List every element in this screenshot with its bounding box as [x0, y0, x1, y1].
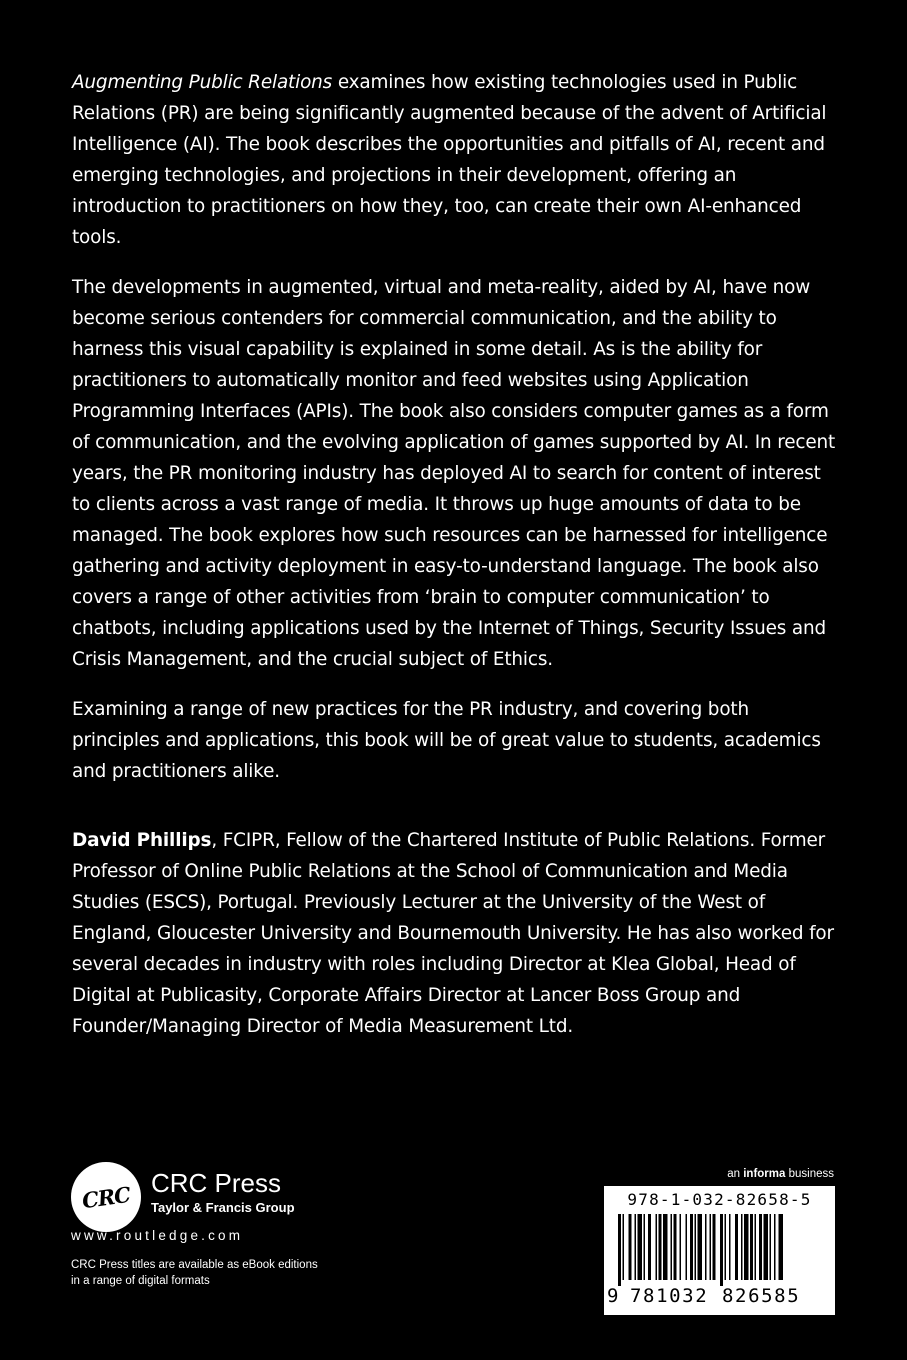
crc-logo-icon: [71, 1162, 141, 1232]
description-paragraph-2: The developments in augmented, virtual and meta-reality, aided by AI, have now become serious contenders for commercial communication, and the ability to harness this visual capability is explained in some detail. As is the ability for practitioners to automatically monitor and feed websites using Application Programming Interfaces (APIs). The book also considers computer games as a form of communication, and the evolving application of games supported by AI. In recent years, the PR monitoring industry has deployed AI to search for content of interest to clients across a vast range of media. It throws up huge amounts of data to be managed. The book explores how such resources can be harnessed for intelligence gathering and activity deployment in easy-to-understand language. The book also covers a range of other activities from ‘brain to computer communication’ to chatbots, including applications used by the Internet of Things, Security Issues and Crisis Management, and the crucial subject of Ethics.: [72, 277, 836, 670]
description-paragraph-3: Examining a range of new practices for the PR industry, and covering both principles and applications, this book will be of great value to students, academics and practitioners alike.: [72, 699, 821, 782]
barcode-bars-icon: [618, 1214, 821, 1286]
publisher-name: CRC Press: [151, 1168, 282, 1198]
back-cover-text: [72, 67, 842, 1061]
description-paragraph-1: [72, 67, 842, 253]
ebook-note: [71, 1257, 371, 1289]
informa-brand: informa: [743, 1168, 786, 1180]
publisher-website: www.routledge.com: [71, 1228, 244, 1243]
barcode-digit-group-2: 826585: [722, 1285, 801, 1307]
crc-logo-text: CRC: [80, 1181, 132, 1213]
isbn-number: 978-1-032-82658-5: [627, 1190, 812, 1209]
informa-tagline: [727, 1168, 834, 1180]
informa-suffix: business: [785, 1168, 834, 1180]
description-paragraph-1-text: examines how existing technologies used in Public Relations (PR) are being significantly augmented because of the advent of Artificial Intelligence (AI). The book describes the opportunities and pitfalls of AI, recent and emerging technologies, and projections in their development, offering an introduction to practitioners on how they, too, can create their own AI-enhanced tools.: [72, 72, 827, 248]
author-bio-text: , FCIPR, Fellow of the Chartered Institute of Public Relations. Former Professor of Online Public Relations at the School of Communication and Media Studies (ESCS), Portugal. Previously Lecturer at the University of the West of England, Gloucester University and Bournemouth University. He has also worked for several decades in industry with roles including Director at Klea Global, Head of Digital at Publicasity, Corporate Affairs Director at Lancer Boss Group and Founder/Managing Director of Media Measurement Ltd.: [72, 830, 834, 1037]
author-bio: [72, 825, 842, 1042]
ebook-note-line-1: CRC Press titles are available as eBook editions: [71, 1259, 318, 1271]
publisher-group: Taylor & Francis Group: [151, 1200, 295, 1215]
barcode-digit-group-1: 781032: [630, 1285, 709, 1307]
ebook-note-line-2: in a range of digital formats: [71, 1275, 210, 1287]
informa-prefix: an: [727, 1168, 744, 1180]
author-name: David Phillips: [72, 830, 212, 851]
barcode-lead-digit: 9: [607, 1285, 619, 1307]
book-title: Augmenting Public Relations: [72, 72, 333, 93]
isbn-barcode: [604, 1186, 835, 1315]
